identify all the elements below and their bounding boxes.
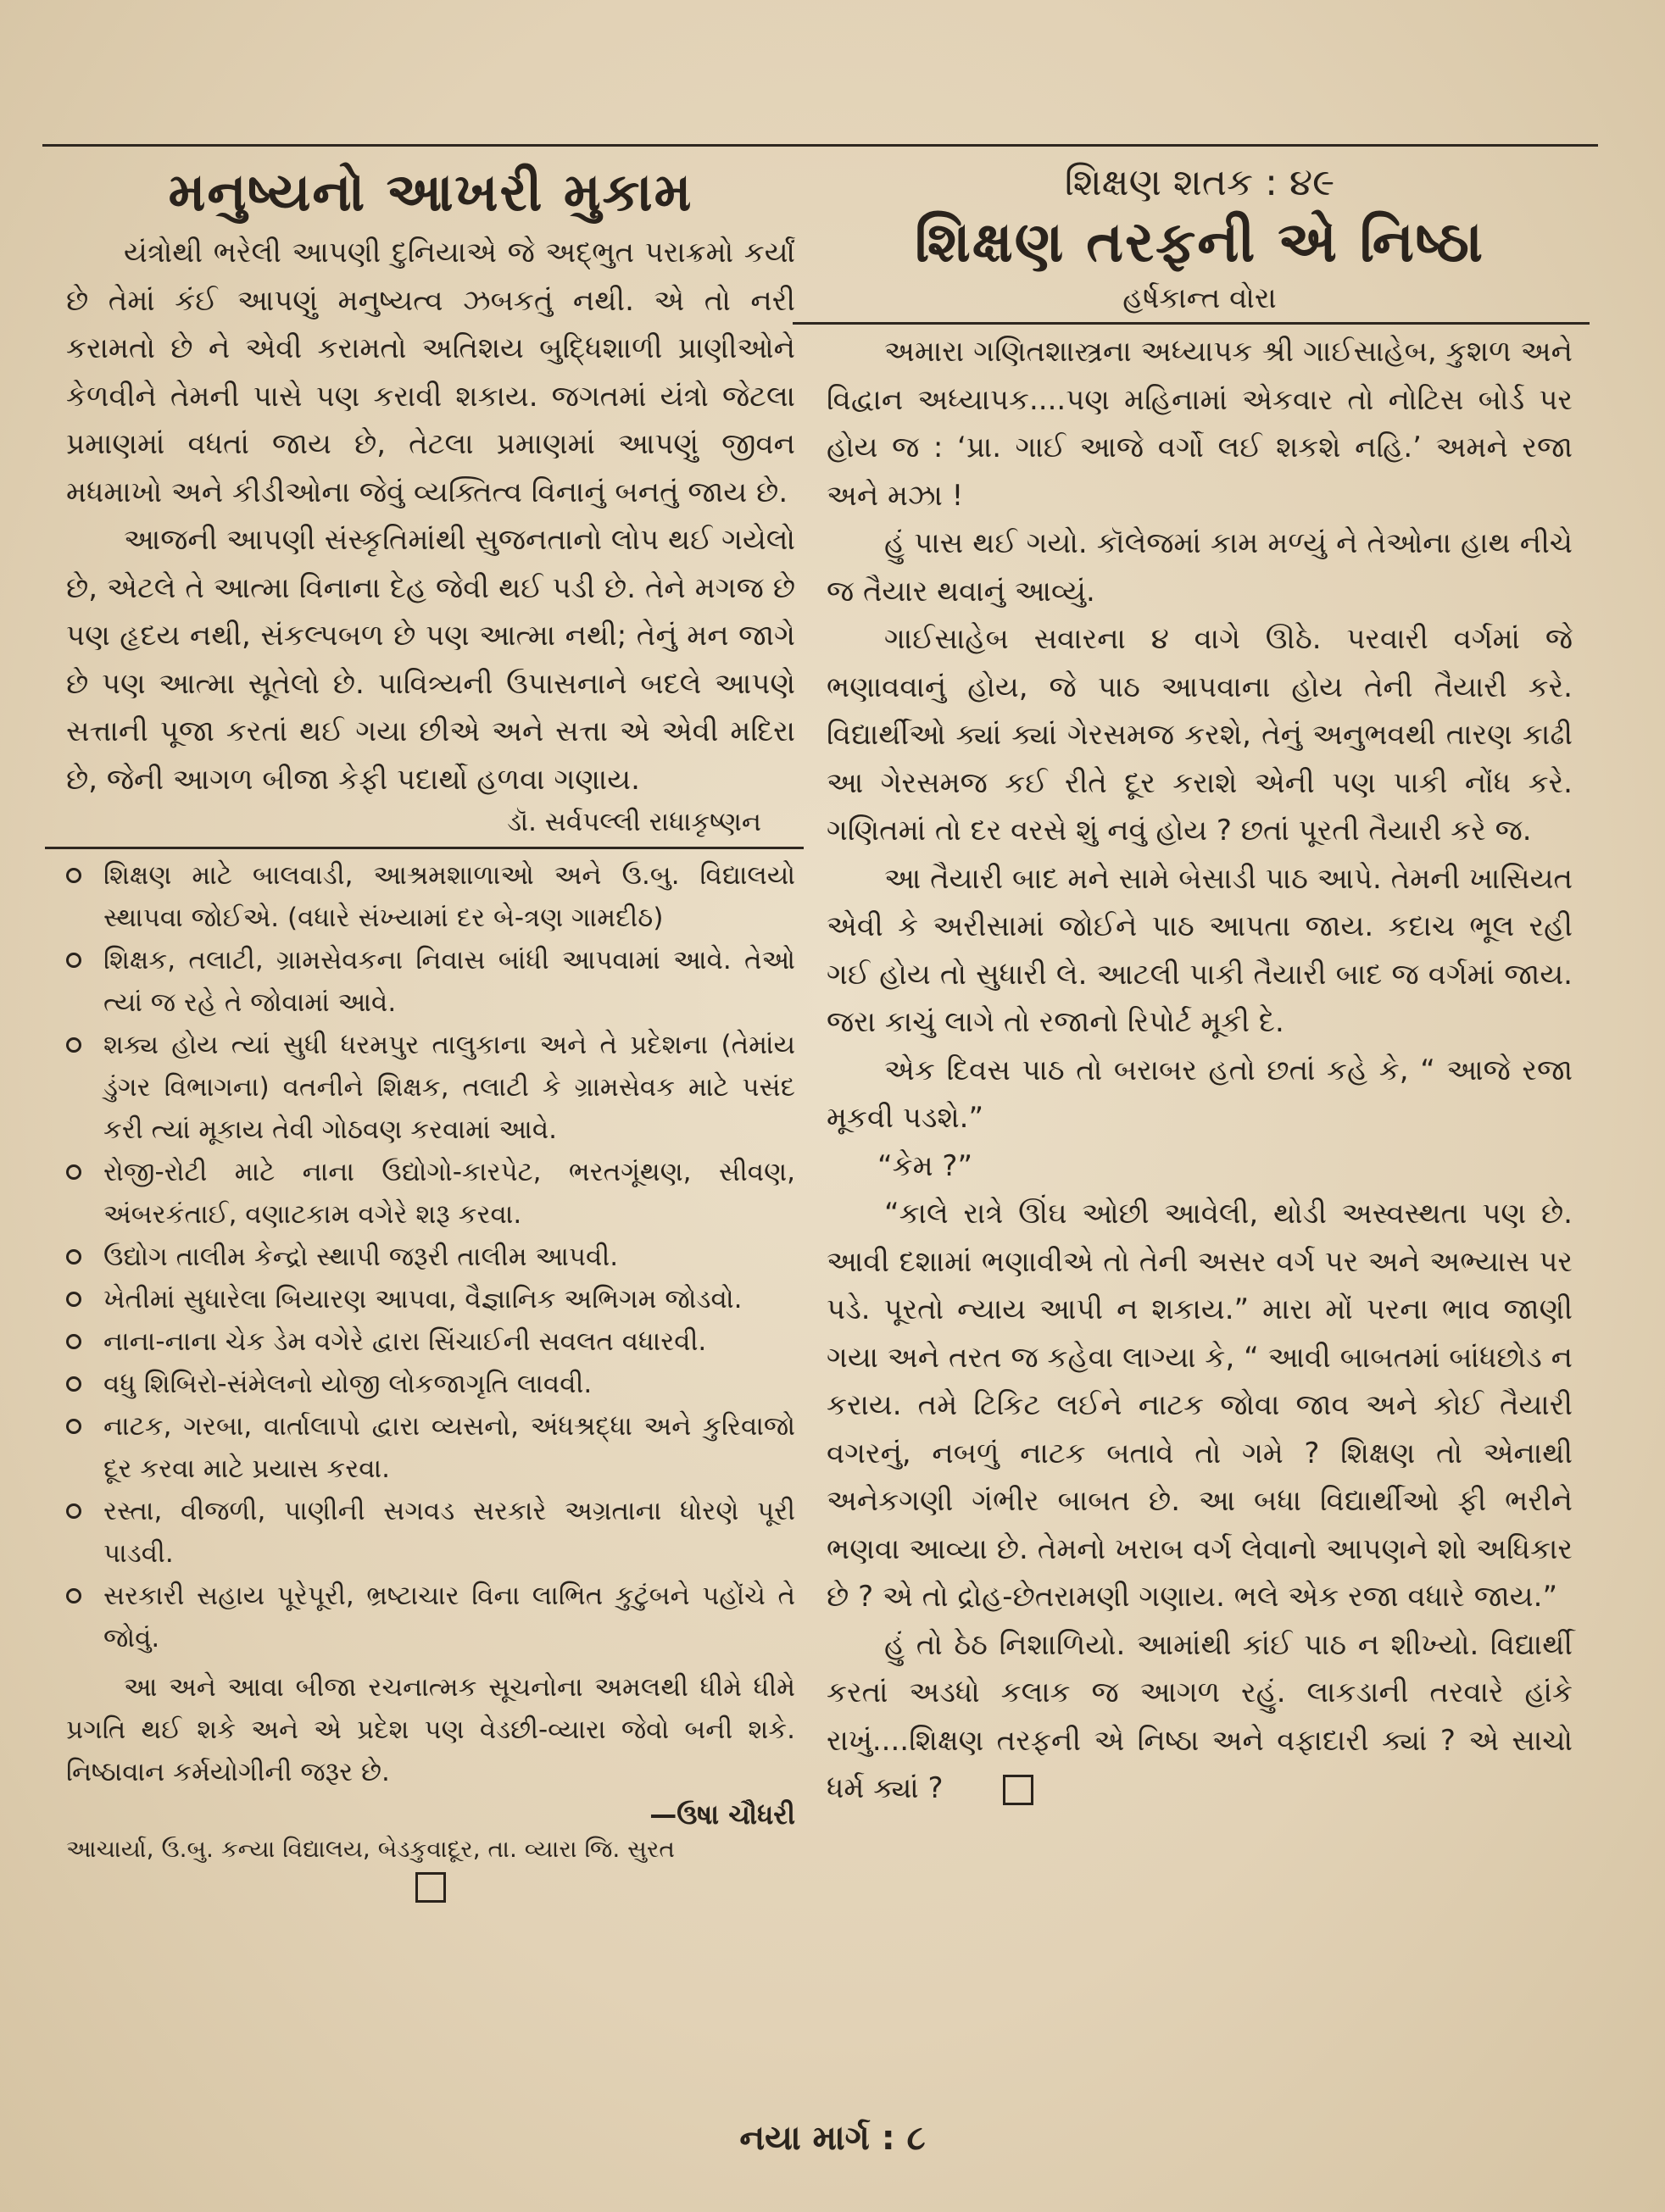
bullet-icon xyxy=(66,1376,81,1392)
bullet-icon xyxy=(66,953,81,968)
right-paragraph-4: આ તૈયારી બાદ મને સામે બેસાડી પાઠ આપે. તેમની ખાસિયત એવી કે અરીસામાં જોઈને પાઠ આપતા જાય. કદાચ ભૂલ રહી ગઈ હોય તો સુધારી લે. આટલી પાકી તૈયારી બાદ જ વર્ગમાં જાય. જરા કાચું લાગે તો રજાનો રિપોર્ટ મૂકી દે. xyxy=(827,861,1573,1039)
list-item: ઉદ્યોગ તાલીમ કેન્દ્રો સ્થાપી જરૂરી તાલીમ આપવી. xyxy=(66,1236,795,1278)
right-paragraph-5: એક દિવસ પાઠ તો બરાબર હતો છતાં કહે કે, “ આજે રજા મૂકવી પડશે.” xyxy=(827,1053,1573,1135)
bullet-icon xyxy=(66,1037,81,1053)
list-item: નાટક, ગરબા, વાર્તાલાપો દ્વારા વ્યસનો, અંધશ્રદ્ધા અને કુરિવાજો દૂર કરવા માટે પ્રયાસ કરવા. xyxy=(66,1405,795,1490)
right-paragraph-1: અમારા ગણિતશાસ્ત્રના અધ્યાપક શ્રી ગાઈસાહેબ, કુશળ અને વિદ્વાન અધ્યાપક....પણ મહિનામાં એકવાર તો નોટિસ બોર્ડ પર હોય જ : ‘પ્રા. ગાઈ આજે વર્ગો લઈ શકશે નહિ.’ અમને રજા અને મઝા ! xyxy=(827,335,1573,513)
author-affiliation: આચાર્યા, ઉ.બુ. કન્યા વિદ્યાલય, બેડકુવાદૂર, તા. વ્યારા જિ. સુરત xyxy=(66,1835,675,1863)
list-item: સરકારી સહાય પૂરેપૂરી, ભ્રષ્ટાચાર વિના લાભિત કુટુંબને પહોંચે તે જોવું. xyxy=(66,1575,795,1659)
bullet-icon xyxy=(66,1503,81,1519)
left-paragraph-1: યંત્રોથી ભરેલી આપણી દુનિયાએ જે અદ્‌ભુત પરાક્રમો કર્યાં છે તેમાં કંઈ આપણું મનુષ્યત્વ ઝબકતું નથી. એ તો નરી કરામતો છે ને એવી કરામતો અતિશય બુદ્ધિશાળી પ્રાણીઓને કેળવીને તેમની પાસે પણ કરાવી શકાય. જગતમાં યંત્રો જેટલા પ્રમાણમાં વધતાં જાય છે, તેટલા પ્રમાણમાં આપણું જીવન મધમાખો અને કીડીઓના જેવું વ્યક્તિત્વ વિનાનું બનતું જાય છે. xyxy=(66,236,795,509)
end-square-icon xyxy=(1003,1775,1033,1805)
bullet-icon xyxy=(66,1292,81,1307)
list-item: ખેતીમાં સુધારેલા બિયારણ આપવા, વૈજ્ઞાનિક અભિગમ જોડવો. xyxy=(66,1278,795,1320)
list-item: શક્ય હોય ત્યાં સુધી ધરમપુર તાલુકાના અને તે પ્રદેશના (તેમાંય ડુંગર વિભાગના) વતનીને શિક્ષક, તલાટી કે ગ્રામસેવક માટે પસંદ કરી ત્યાં મૂકાય તેવી ગોઠવણ કરવામાં આવે. xyxy=(66,1024,795,1151)
section-divider xyxy=(45,847,804,849)
series-label: શિક્ષણ શતક : ૪૯ xyxy=(1064,161,1335,204)
bullet-icon xyxy=(66,1164,81,1180)
list-item: રસ્તા, વીજળી, પાણીની સગવડ સરકારે અગ્રતાના ધોરણે પૂરી પાડવી. xyxy=(66,1490,795,1575)
list-item: શિક્ષણ માટે બાલવાડી, આશ્રમશાળાઓ અને ઉ.બુ. વિદ્યાલયો સ્થાપવા જોઈએ. (વધારે સંખ્યામાં દર બે-ત્રણ ગામદીઠ) xyxy=(66,854,795,939)
bullet-icon xyxy=(66,1334,81,1349)
end-square-icon xyxy=(415,1872,446,1903)
second-author: —ઉષા ચૌધરી xyxy=(649,1798,795,1831)
byline: હર્ષકાન્ત વોરા xyxy=(1122,281,1277,315)
list-item: નાના-નાના ચેક ડેમ વગેરે દ્વારા સિંચાઈની સવલત વધારવી. xyxy=(66,1320,795,1363)
right-paragraph-7: “કાલે રાત્રે ઊંઘ ઓછી આવેલી, થોડી અસ્વસ્થતા પણ છે. આવી દશામાં ભણાવીએ તો તેની અસર વર્ગ પર અને અભ્યાસ પર પડે. પૂરતો ન્યાય આપી ન શકાય.” મારા મોં પરના ભાવ જાણી ગયા અને તરત જ કહેવા લાગ્યા કે, “ આવી બાબતમાં બાંધછોડ ન કરાય. તમે ટિકિટ લઈને નાટક જોવા જાવ અને કોઈ તૈયારી વગરનું, નબળું નાટક બતાવે તો ગમે ? શિક્ષણ તો એનાથી અનેકગણી ગંભીર બાબત છે. આ બધા વિદ્યાર્થીઓ ફી ભરીને ભણવા આવ્યા છે. તેમનો ખરાબ વર્ગ લેવાનો આપણને શો અધિકાર છે ? એ તો દ્રોહ-છેતરામણી ગણાય. ભલે એક રજા વધારે જાય.” xyxy=(827,1197,1573,1614)
left-author: ડૉ. સર્વપલ્લી રાધાકૃષ્ણન xyxy=(507,807,761,837)
bullet-icon xyxy=(66,868,81,883)
end-mark-left xyxy=(66,1872,795,1906)
byline-divider xyxy=(793,322,1590,325)
top-rule xyxy=(42,144,1598,147)
left-column xyxy=(66,161,795,1906)
bullet-icon xyxy=(66,1419,81,1434)
right-paragraph-8: હું તો ઠેઠ નિશાળિયો. આમાંથી કાંઈ પાઠ ન શીખ્યો. વિદ્યાર્થી કરતાં અડધો કલાક જ આગળ રહું. લાકડાની તરવારે હાંકે રાખું....શિક્ષણ તરફની એ નિષ્ઠા અને વફાદારી ક્યાં ? એ સાચો ધર્મ ક્યાં ? xyxy=(827,1627,1573,1805)
closing-paragraph: આ અને આવા બીજા રચનાત્મક સૂચનોના અમલથી ધીમે ધીમે પ્રગતિ થઈ શકે અને એ પ્રદેશ પણ વેડછી-વ્યારા જેવો બની શકે. નિષ્ઠાવાન કર્મયોગીની જરૂર છે. xyxy=(66,1672,795,1787)
right-article-title: શિક્ષણ તરફની એ નિષ્ઠા xyxy=(915,209,1484,275)
left-article-title: મનુષ્યનો આખરી મુકામ xyxy=(168,161,693,223)
left-paragraph-2: આજની આપણી સંસ્કૃતિમાંથી સુજનતાનો લોપ થઈ ગયેલો છે, એટલે તે આત્મા વિનાના દેહ જેવી થઈ પડી છે. તેને મગજ છે પણ હૃદય નથી, સંકલ્પબળ છે પણ આત્મા નથી; તેનું મન જાગે છે પણ આત્મા સૂતેલો છે. પાવિત્ર્યની ઉપાસનાને બદલે આપણે સત્તાની પૂજા કરતાં થઈ ગયા છીએ અને સત્તા એ એવી મદિરા છે, જેની આગળ બીજા કેફી પદાર્થો હળવા ગણાય. xyxy=(66,523,795,797)
bullet-icon xyxy=(66,1588,81,1603)
right-paragraph-3: ગાઈસાહેબ સવારના ૪ વાગે ઊઠે. પરવારી વર્ગમાં જે ભણાવવાનું હોય, જે પાઠ આપવાના હોય તેની તૈયારી કરે. વિદ્યાર્થીઓ ક્યાં ક્યાં ગેરસમજ કરશે, તેનું અનુભવથી તારણ કાઢી આ ગેરસમજ કઈ રીતે દૂર કરાશે એની પણ પાકી નોંધ કરે. ગણિતમાં તો દર વરસે શું નવું હોય ? છતાં પૂરતી તૈયારી કરે જ. xyxy=(827,622,1573,848)
right-column xyxy=(827,161,1573,1813)
list-item: શિક્ષક, તલાટી, ગ્રામસેવકના નિવાસ બાંધી આપવામાં આવે. તેઓ ત્યાં જ રહે તે જોવામાં આવે. xyxy=(66,939,795,1024)
list-item: વધુ શિબિરો-સંમેલનો યોજી લોકજાગૃતિ લાવવી. xyxy=(66,1363,795,1405)
list-item: રોજી-રોટી માટે નાના ઉદ્યોગો-કારપેટ, ભરતગૂંથણ, સીવણ, અંબરકંતાઈ, વણાટકામ વગેરે શરૂ કરવા. xyxy=(66,1151,795,1236)
suggestion-list xyxy=(66,854,795,1659)
page-footer: નયા માર્ગ : ૮ xyxy=(739,2119,926,2158)
bullet-icon xyxy=(66,1249,81,1264)
right-paragraph-2: હું પાસ થઈ ગયો. કૉલેજમાં કામ મળ્યું ને તેઓના હાથ નીચે જ તૈયાર થવાનું આવ્યું. xyxy=(827,526,1573,609)
right-paragraph-6: “કેમ ?” xyxy=(877,1148,973,1183)
